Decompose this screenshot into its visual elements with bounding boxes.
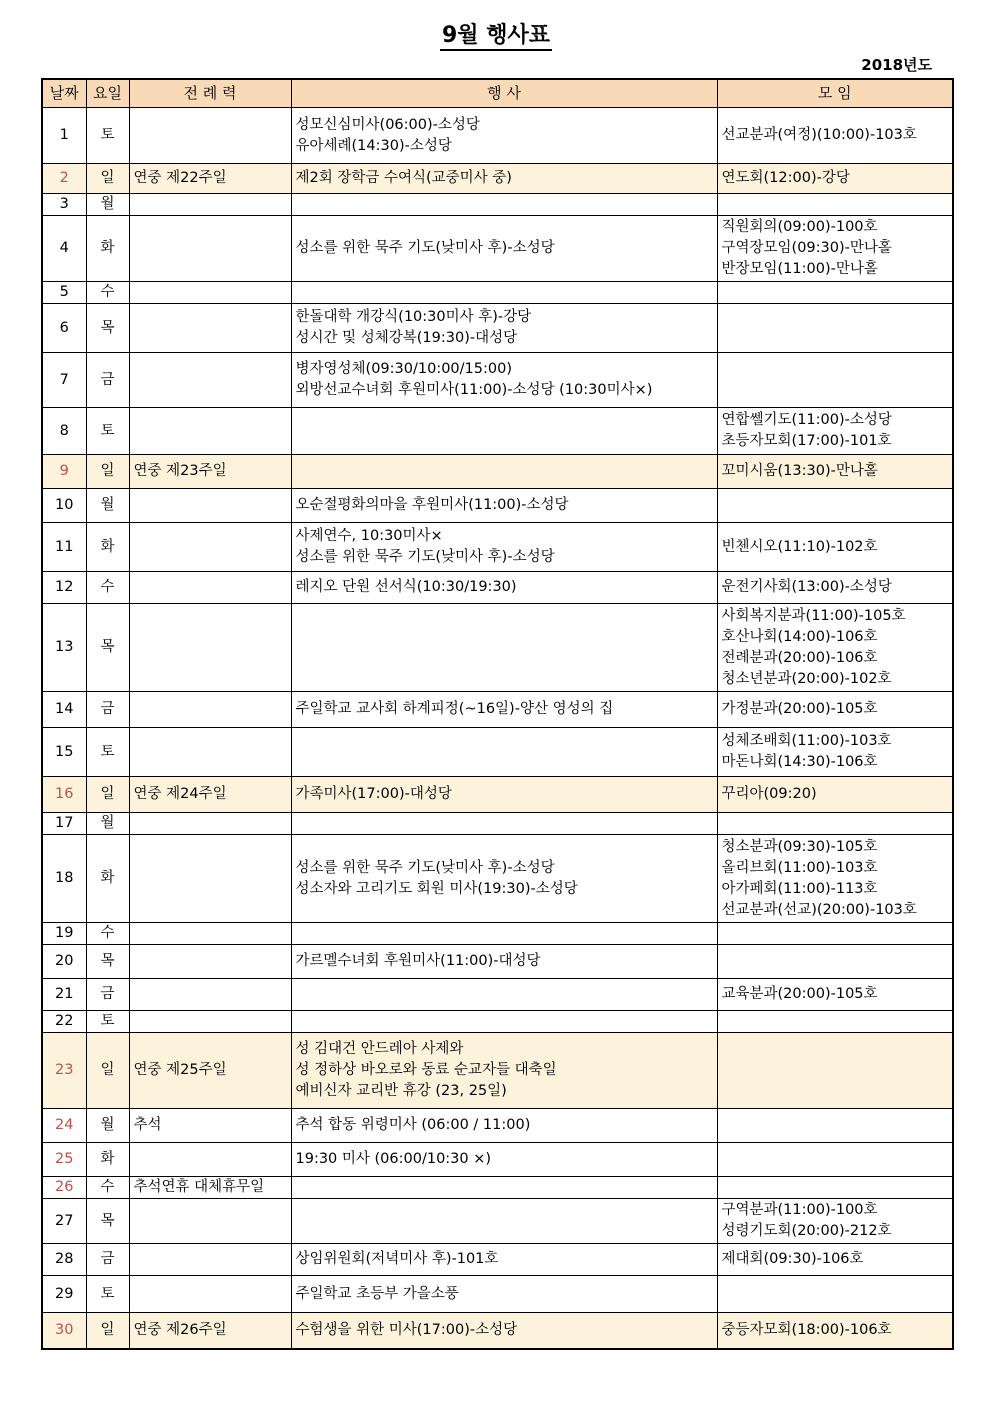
- meeting-cell: [717, 1143, 953, 1177]
- liturgy-cell: 추석연휴 대체휴무일: [129, 1177, 291, 1199]
- meeting-line: 사회복지분과(11:00)-105호: [721, 607, 906, 624]
- date-cell: 12: [42, 572, 86, 604]
- date-cell: 30: [42, 1313, 86, 1349]
- event-cell: [291, 108, 717, 164]
- liturgy-cell: [129, 1199, 291, 1244]
- table-row: [42, 108, 953, 164]
- meeting-cell: [717, 194, 953, 216]
- date-cell: 3: [42, 194, 86, 216]
- date-cell: 28: [42, 1244, 86, 1276]
- meeting-cell: [717, 604, 953, 692]
- day-cell: 일: [86, 777, 129, 813]
- date-cell: 27: [42, 1199, 86, 1244]
- day-cell: 화: [86, 523, 129, 572]
- meeting-cell: [717, 813, 953, 835]
- liturgy-cell: 추석: [129, 1109, 291, 1143]
- header-day: 요일: [86, 79, 129, 108]
- table-row: [42, 1313, 953, 1349]
- day-cell: 토: [86, 1011, 129, 1033]
- event-line: 사제연수, 10:30미사×: [295, 528, 443, 544]
- liturgy-cell: [129, 923, 291, 945]
- day-cell: 목: [86, 604, 129, 692]
- schedule-body: [42, 108, 953, 1349]
- meeting-line: 전례분과(20:00)-106호: [721, 649, 878, 666]
- liturgy-cell: [129, 604, 291, 692]
- day-cell: 수: [86, 1177, 129, 1199]
- date-cell: 21: [42, 979, 86, 1011]
- meeting-cell: [717, 692, 953, 728]
- table-row: [42, 979, 953, 1011]
- event-cell: [291, 692, 717, 728]
- table-row: [42, 1109, 953, 1143]
- event-line: 성소를 위한 묵주 기도(낮미사 후)-소성당: [295, 859, 555, 876]
- date-cell: 25: [42, 1143, 86, 1177]
- liturgy-cell: 연중 제24주일: [129, 777, 291, 813]
- date-cell: 19: [42, 923, 86, 945]
- meeting-cell: [717, 489, 953, 523]
- date-cell: 14: [42, 692, 86, 728]
- liturgy-cell: [129, 216, 291, 282]
- event-cell: [291, 728, 717, 777]
- liturgy-cell: [129, 353, 291, 408]
- table-row: [42, 728, 953, 777]
- event-cell: [291, 1143, 717, 1177]
- table-row: [42, 1244, 953, 1276]
- day-cell: 금: [86, 353, 129, 408]
- meeting-cell: [717, 923, 953, 945]
- meeting-line: 연합쎌기도(11:00)-소성당: [721, 412, 892, 428]
- meeting-line: 성체조배회(11:00)-103호: [721, 733, 892, 749]
- event-cell: [291, 489, 717, 523]
- event-line: 유아세례(14:30)-소성당: [295, 137, 452, 154]
- liturgy-cell: [129, 813, 291, 835]
- day-cell: 월: [86, 489, 129, 523]
- table-row: [42, 282, 953, 304]
- meeting-cell: [717, 216, 953, 282]
- table-row: [42, 835, 953, 923]
- event-cell: [291, 1033, 717, 1109]
- day-cell: 토: [86, 728, 129, 777]
- date-cell: 20: [42, 945, 86, 979]
- meeting-line: 반장모임(11:00)-만나홀: [721, 261, 878, 277]
- date-cell: 4: [42, 216, 86, 282]
- header-meeting: 모 임: [717, 79, 953, 108]
- event-line: 예비신자 교리반 휴강 (23, 25일): [295, 1083, 507, 1099]
- liturgy-cell: [129, 979, 291, 1011]
- table-row: [42, 572, 953, 604]
- event-cell: [291, 1199, 717, 1244]
- meeting-cell: [717, 523, 953, 572]
- date-cell: 29: [42, 1276, 86, 1313]
- meeting-cell: [717, 945, 953, 979]
- table-row: [42, 923, 953, 945]
- meeting-line: 호산나회(14:00)-106호: [721, 628, 878, 645]
- year-label: 2018년도: [861, 56, 932, 74]
- meeting-cell: [717, 777, 953, 813]
- meeting-line: 선교분과(선교)(20:00)-103호: [721, 901, 917, 918]
- liturgy-cell: [129, 108, 291, 164]
- table-row: [42, 604, 953, 692]
- meeting-line: 청소분과(09:30)-105호: [721, 838, 878, 855]
- liturgy-cell: [129, 194, 291, 216]
- meeting-line: 초등자모회(17:00)-101호: [721, 433, 892, 449]
- header-liturgy: 전 례 력: [129, 79, 291, 108]
- event-cell: [291, 1276, 717, 1313]
- meeting-line: 연도회(12:00)-강당: [721, 170, 850, 186]
- meeting-line: 구역분과(11:00)-100호: [721, 1202, 878, 1218]
- header-date: 날짜: [42, 79, 86, 108]
- liturgy-cell: [129, 1143, 291, 1177]
- day-cell: 토: [86, 1276, 129, 1313]
- day-cell: 금: [86, 692, 129, 728]
- event-cell: [291, 304, 717, 353]
- event-cell: [291, 572, 717, 604]
- table-row: [42, 692, 953, 728]
- day-cell: 목: [86, 945, 129, 979]
- event-cell: [291, 282, 717, 304]
- table-row: [42, 304, 953, 353]
- event-line: 한돌대학 개강식(10:30미사 후)-강당: [295, 309, 532, 325]
- meeting-line: 구역장모임(09:30)-만나홀: [721, 240, 892, 256]
- liturgy-cell: [129, 728, 291, 777]
- meeting-cell: [717, 1244, 953, 1276]
- meeting-cell: [717, 1177, 953, 1199]
- date-cell: 23: [42, 1033, 86, 1109]
- day-cell: 일: [86, 455, 129, 489]
- meeting-cell: [717, 304, 953, 353]
- meeting-cell: [717, 1011, 953, 1033]
- meeting-cell: [717, 1313, 953, 1349]
- liturgy-cell: [129, 692, 291, 728]
- event-line: 가르멜수녀회 후원미사(11:00)-대성당: [295, 953, 541, 969]
- event-line: 상임위원회(저녁미사 후)-101호: [295, 1251, 499, 1267]
- event-line: 외방선교수녀회 후원미사(11:00)-소성당 (10:30미사×): [295, 382, 653, 398]
- page-title: 9월 행사표: [0, 18, 992, 49]
- event-cell: [291, 455, 717, 489]
- meeting-cell: [717, 164, 953, 194]
- meeting-line: 아가페회(11:00)-113호: [721, 880, 878, 897]
- meeting-line: 운전기사회(13:00)-소성당: [721, 579, 892, 595]
- table-row: [42, 194, 953, 216]
- meeting-cell: [717, 1276, 953, 1313]
- liturgy-cell: [129, 572, 291, 604]
- event-cell: [291, 835, 717, 923]
- event-cell: [291, 1177, 717, 1199]
- meeting-cell: [717, 835, 953, 923]
- event-line: 가족미사(17:00)-대성당: [295, 786, 452, 802]
- day-cell: 일: [86, 164, 129, 194]
- meeting-line: 꾸리아(09:20): [721, 786, 817, 802]
- table-row: [42, 164, 953, 194]
- meeting-cell: [717, 455, 953, 489]
- liturgy-cell: 연중 제26주일: [129, 1313, 291, 1349]
- table-row: [42, 813, 953, 835]
- event-cell: [291, 923, 717, 945]
- day-cell: 목: [86, 1199, 129, 1244]
- liturgy-cell: 연중 제22주일: [129, 164, 291, 194]
- liturgy-cell: [129, 945, 291, 979]
- table-row: [42, 1177, 953, 1199]
- header-event: 행 사: [291, 79, 717, 108]
- event-line: 추석 합동 위령미사 (06:00 / 11:00): [295, 1117, 531, 1133]
- event-cell: [291, 194, 717, 216]
- event-line: 성시간 및 성체강복(19:30)-대성당: [295, 330, 518, 346]
- liturgy-cell: [129, 304, 291, 353]
- event-cell: [291, 353, 717, 408]
- meeting-line: 중등자모회(18:00)-106호: [721, 1321, 892, 1338]
- date-cell: 11: [42, 523, 86, 572]
- day-cell: 수: [86, 923, 129, 945]
- event-line: 성소를 위한 묵주 기도(낮미사 후)-소성당: [295, 240, 555, 256]
- day-cell: 일: [86, 1313, 129, 1349]
- meeting-line: 꼬미시움(13:30)-만나홀: [721, 463, 878, 479]
- date-cell: 16: [42, 777, 86, 813]
- day-cell: 화: [86, 216, 129, 282]
- liturgy-cell: 연중 제25주일: [129, 1033, 291, 1109]
- day-cell: 금: [86, 979, 129, 1011]
- meeting-cell: [717, 728, 953, 777]
- meeting-cell: [717, 1199, 953, 1244]
- event-cell: [291, 408, 717, 455]
- event-line: 성소를 위한 묵주 기도(낮미사 후)-소성당: [295, 549, 555, 565]
- table-row: [42, 489, 953, 523]
- liturgy-cell: [129, 1244, 291, 1276]
- table-row: [42, 777, 953, 813]
- day-cell: 일: [86, 1033, 129, 1109]
- meeting-cell: [717, 282, 953, 304]
- day-cell: 월: [86, 813, 129, 835]
- event-line: 오순절평화의마을 후원미사(11:00)-소성당: [295, 497, 569, 513]
- event-cell: [291, 164, 717, 194]
- table-row: [42, 1276, 953, 1313]
- event-cell: [291, 945, 717, 979]
- liturgy-cell: [129, 835, 291, 923]
- meeting-cell: [717, 1033, 953, 1109]
- date-cell: 17: [42, 813, 86, 835]
- date-cell: 10: [42, 489, 86, 523]
- day-cell: 토: [86, 108, 129, 164]
- event-line: 성 김대건 안드레아 사제와: [295, 1041, 464, 1057]
- event-cell: [291, 1109, 717, 1143]
- liturgy-cell: [129, 1011, 291, 1033]
- event-line: 병자영성체(09:30/10:00/15:00): [295, 361, 512, 377]
- event-line: 19:30 미사 (06:00/10:30 ×): [295, 1151, 492, 1167]
- liturgy-cell: [129, 1276, 291, 1313]
- date-cell: 13: [42, 604, 86, 692]
- liturgy-cell: 연중 제23주일: [129, 455, 291, 489]
- meeting-line: 직원회의(09:00)-100호: [721, 219, 878, 235]
- date-cell: 5: [42, 282, 86, 304]
- meeting-cell: [717, 408, 953, 455]
- table-row: [42, 216, 953, 282]
- meeting-cell: [717, 1109, 953, 1143]
- table-row: [42, 1143, 953, 1177]
- day-cell: 월: [86, 194, 129, 216]
- event-line: 성소자와 고리기도 회원 미사(19:30)-소성당: [295, 880, 578, 897]
- day-cell: 수: [86, 572, 129, 604]
- date-cell: 6: [42, 304, 86, 353]
- meeting-line: 교육분과(20:00)-105호: [721, 986, 878, 1002]
- date-cell: 22: [42, 1011, 86, 1033]
- meeting-cell: [717, 572, 953, 604]
- meeting-line: 성령기도회(20:00)-212호: [721, 1223, 892, 1239]
- table-row: [42, 408, 953, 455]
- table-row: [42, 945, 953, 979]
- date-cell: 15: [42, 728, 86, 777]
- meeting-cell: [717, 979, 953, 1011]
- meeting-line: 청소년분과(20:00)-102호: [721, 670, 892, 687]
- liturgy-cell: [129, 523, 291, 572]
- event-line: 주일학교 초등부 가을소풍: [295, 1285, 459, 1302]
- header-row: [42, 79, 953, 108]
- event-line: 주일학교 교사회 하계피정(~16일)-양산 영성의 집: [295, 701, 614, 717]
- event-cell: [291, 1244, 717, 1276]
- event-cell: [291, 979, 717, 1011]
- table-row: [42, 1011, 953, 1033]
- day-cell: 금: [86, 1244, 129, 1276]
- meeting-line: 가정분과(20:00)-105호: [721, 701, 878, 717]
- schedule-table: [41, 78, 954, 1350]
- day-cell: 화: [86, 1143, 129, 1177]
- table-row: [42, 523, 953, 572]
- meeting-cell: [717, 108, 953, 164]
- day-cell: 화: [86, 835, 129, 923]
- event-line: 성 정하상 바오로와 동료 순교자들 대축일: [295, 1062, 557, 1078]
- event-line: 레지오 단원 선서식(10:30/19:30): [295, 579, 517, 595]
- date-cell: 18: [42, 835, 86, 923]
- event-cell: [291, 1313, 717, 1349]
- meeting-cell: [717, 353, 953, 408]
- date-cell: 26: [42, 1177, 86, 1199]
- event-cell: [291, 523, 717, 572]
- table-row: [42, 353, 953, 408]
- event-cell: [291, 216, 717, 282]
- event-cell: [291, 1011, 717, 1033]
- meeting-line: 올리브회(11:00)-103호: [721, 859, 878, 876]
- table-row: [42, 455, 953, 489]
- date-cell: 1: [42, 108, 86, 164]
- event-cell: [291, 813, 717, 835]
- day-cell: 수: [86, 282, 129, 304]
- day-cell: 월: [86, 1109, 129, 1143]
- date-cell: 7: [42, 353, 86, 408]
- event-line: 제2회 장학금 수여식(교중미사 중): [295, 170, 512, 186]
- date-cell: 9: [42, 455, 86, 489]
- date-cell: 2: [42, 164, 86, 194]
- date-cell: 8: [42, 408, 86, 455]
- date-cell: 24: [42, 1109, 86, 1143]
- day-cell: 토: [86, 408, 129, 455]
- meeting-line: 제대회(09:30)-106호: [721, 1251, 864, 1267]
- table-row: [42, 1033, 953, 1109]
- liturgy-cell: [129, 408, 291, 455]
- table-row: [42, 1199, 953, 1244]
- meeting-line: 선교분과(여정)(10:00)-103호: [721, 127, 917, 143]
- event-line: 수험생을 위한 미사(17:00)-소성당: [295, 1321, 518, 1338]
- meeting-line: 마돈나회(14:30)-106호: [721, 754, 878, 770]
- event-cell: [291, 777, 717, 813]
- day-cell: 목: [86, 304, 129, 353]
- liturgy-cell: [129, 282, 291, 304]
- liturgy-cell: [129, 489, 291, 523]
- event-cell: [291, 604, 717, 692]
- event-line: 성모신심미사(06:00)-소성당: [295, 116, 480, 133]
- meeting-line: 빈첸시오(11:10)-102호: [721, 538, 878, 555]
